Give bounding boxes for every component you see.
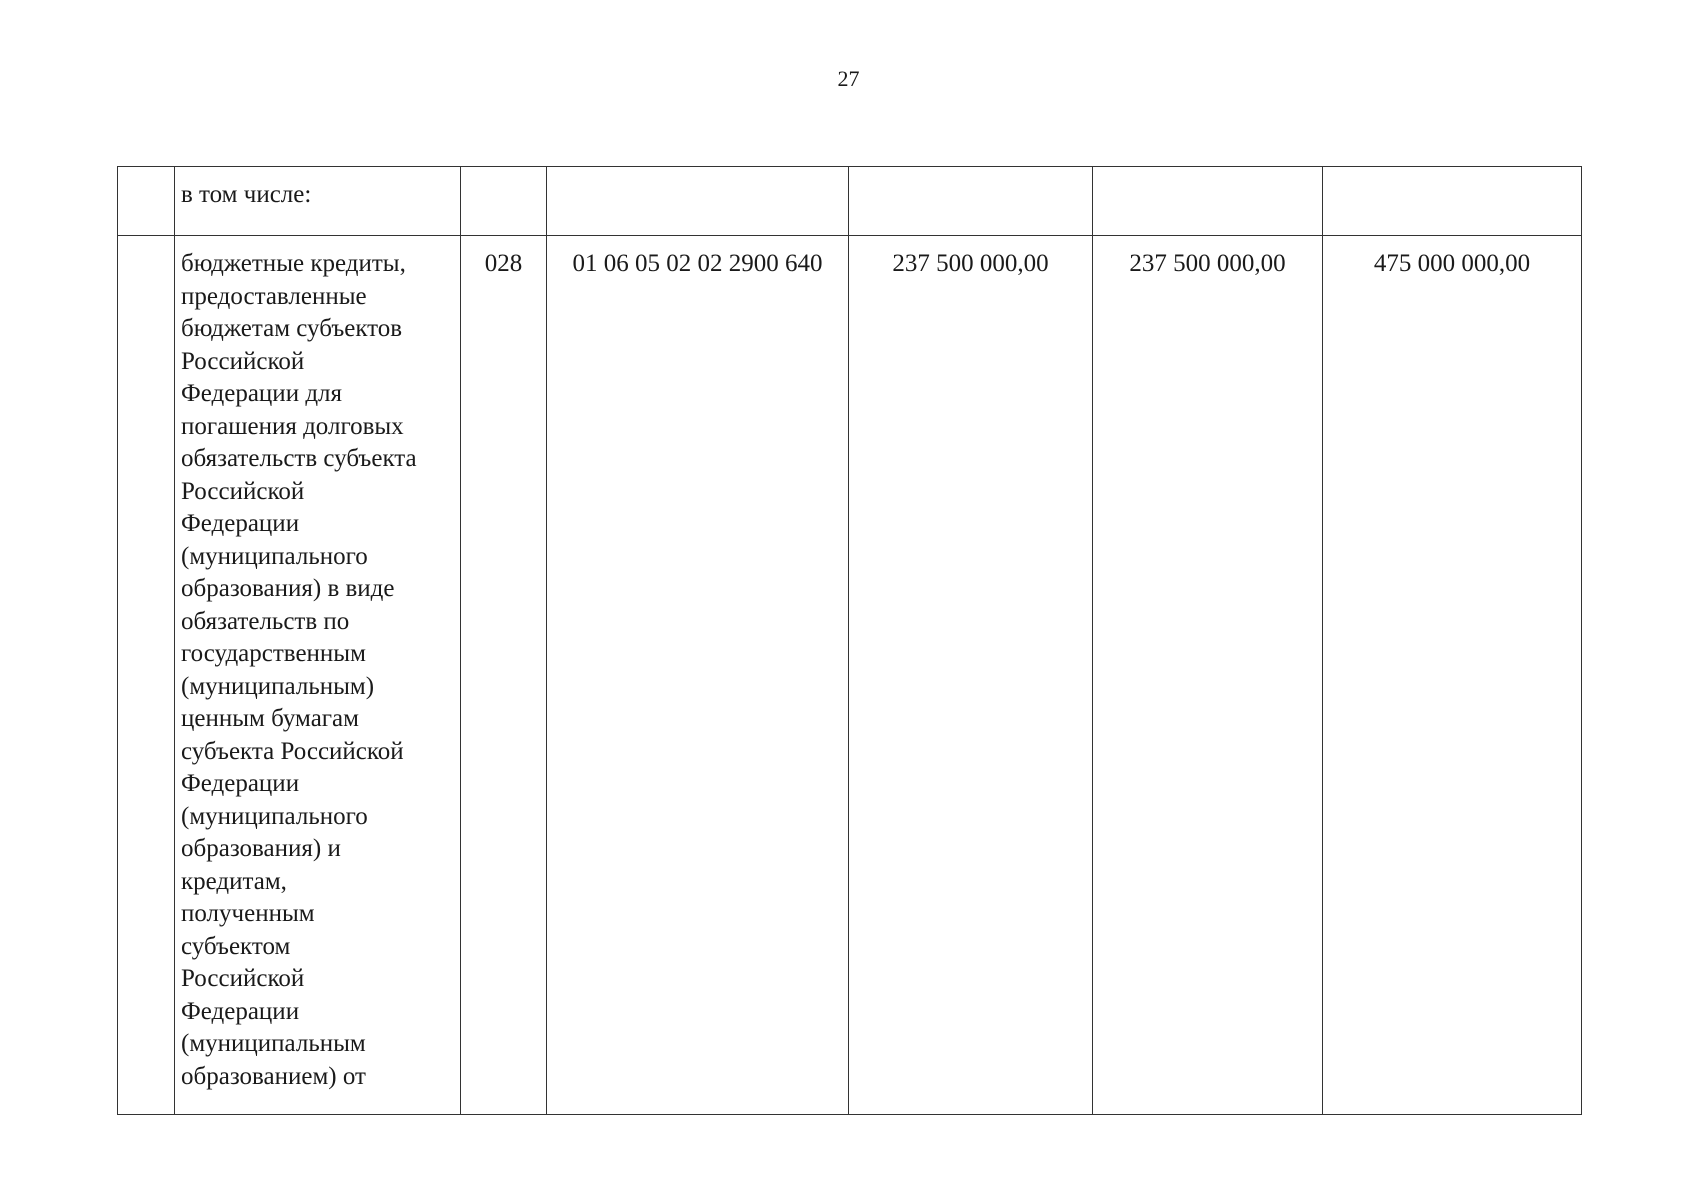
budget-classification-code: 01 06 05 02 02 2900 640: [547, 236, 849, 1115]
description-line: Российской: [181, 477, 305, 505]
description-line: субъекта Российской: [181, 737, 404, 765]
amount-total: 475 000 000,00: [1323, 236, 1582, 1115]
amount-1-cell: [849, 167, 1093, 236]
page-number: 27: [837, 66, 860, 91]
description-line: (муниципальным): [181, 672, 375, 700]
description-line: кредитам,: [181, 867, 287, 895]
description-line: Российской: [181, 347, 305, 375]
description-line: обязательств по: [181, 607, 350, 635]
row-description: [175, 236, 461, 1115]
admin-code-cell: [461, 167, 547, 236]
row-number-cell: [118, 236, 175, 1115]
description-line: образования) и: [181, 835, 341, 862]
budget-table: [117, 166, 1582, 1115]
description-line: Российской: [181, 965, 305, 992]
description-line: предоставленные: [181, 282, 367, 310]
description-line: образования) в виде: [181, 575, 395, 602]
description-line: государственным: [181, 640, 366, 667]
description-line: (муниципального: [181, 542, 368, 570]
row-number-cell: [118, 167, 175, 236]
description-line: бюджетам субъектов: [181, 315, 403, 342]
description-line: Федерации: [181, 510, 300, 537]
amount-2: 237 500 000,00: [1093, 236, 1323, 1115]
classification-code-cell: [547, 167, 849, 236]
admin-code: 028: [461, 236, 547, 1115]
description-line: Федерации: [181, 770, 300, 797]
description-line: Федерации: [181, 997, 300, 1025]
table-row-subheader: [118, 167, 1582, 236]
amount-2-cell: [1093, 167, 1323, 236]
description-line: полученным: [181, 900, 315, 927]
subheader-text: в том числе:: [175, 167, 461, 236]
description-line: образованием) от: [181, 1062, 366, 1090]
description-line: погашения долговых: [181, 412, 404, 440]
description-line: (муниципального: [181, 802, 368, 830]
amount-1: 237 500 000,00: [849, 236, 1093, 1115]
amount-total-cell: [1323, 167, 1582, 236]
description-line: субъектом: [181, 932, 291, 960]
description-line: (муниципальным: [181, 1030, 366, 1057]
description-line: ценным бумагам: [181, 705, 359, 732]
table-row: [118, 236, 1582, 1115]
description-line: бюджетные кредиты,: [181, 250, 406, 277]
description-line: Федерации для: [181, 380, 343, 407]
description-line: обязательств субъекта: [181, 445, 417, 472]
